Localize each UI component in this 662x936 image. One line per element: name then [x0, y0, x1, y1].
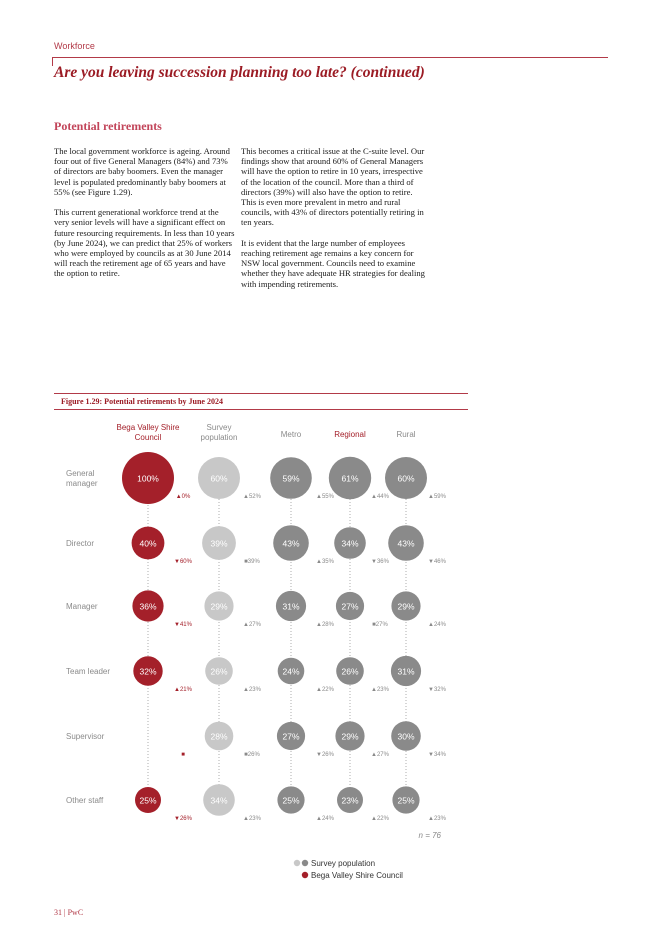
bubble-label: 23% — [341, 795, 359, 806]
column-header: Bega Valley Shire — [116, 423, 180, 432]
column-header: Metro — [280, 430, 302, 439]
paragraph: This becomes a critical issue at the C-suite level. Our findings show that around 60% of General Managers will have the option to retire in 10 years, irrespective of the location of the council. More than a third of directors (39%) will also have the option to retire. This is even more prevalent in metro and rural councils, with 43% of directors potentially retiring in ten years. — [241, 146, 425, 228]
bubble-label: 32% — [139, 666, 157, 677]
change-label: ■27% — [372, 622, 388, 628]
change-label: ▼36% — [371, 559, 389, 565]
bubble-label: 31% — [397, 666, 415, 677]
bubble-label: 40% — [139, 538, 157, 549]
change-label: ▼32% — [428, 687, 446, 693]
change-label: ▲23% — [243, 687, 261, 693]
change-label: ▼60% — [174, 559, 192, 565]
change-label: ▲21% — [174, 687, 192, 693]
row-label: Other staff — [66, 796, 104, 805]
bubble-label: 29% — [341, 731, 359, 742]
bubble-label: 29% — [210, 601, 228, 612]
change-label: ▼46% — [428, 559, 446, 565]
section-label: Workforce — [54, 41, 95, 51]
change-label: ▼34% — [428, 752, 446, 758]
bubble-label: 34% — [210, 795, 228, 806]
change-label: ▲24% — [428, 622, 446, 628]
bubble-label: 29% — [397, 601, 415, 612]
bubble-label: 25% — [139, 795, 157, 806]
bubble-label: 25% — [397, 795, 415, 806]
bubble-label: 59% — [282, 473, 300, 484]
bubble-label: 60% — [397, 473, 415, 484]
bubble-label: 43% — [282, 538, 300, 549]
page-footer: 31 | PwC — [54, 908, 84, 917]
change-label: ▲24% — [316, 816, 334, 822]
bubble-label: 60% — [210, 473, 228, 484]
change-label: ■26% — [244, 752, 260, 758]
legend-label: Survey population — [311, 859, 376, 868]
legend-swatch — [294, 860, 300, 866]
change-label: ▲27% — [243, 622, 261, 628]
change-label: ▲22% — [371, 816, 389, 822]
column-header: Council — [134, 433, 162, 442]
bubble-label: 26% — [210, 666, 228, 677]
column-header: population — [200, 433, 238, 442]
row-label: General — [66, 469, 95, 478]
column-header: Survey — [206, 423, 232, 432]
bubble-label: 30% — [397, 731, 415, 742]
paragraph: This current generational workforce trend at the very senior levels will have a significant effect on future resourcing requirements. In less than 10 years (by June 2024), we can predict that 25% of workers who were employed by councils as at 30 June 2014 will reach the retirement age of 65 years and have the option to retire. — [54, 207, 235, 279]
bubble-label: 39% — [210, 538, 228, 549]
change-label: ▲55% — [316, 494, 334, 500]
change-label: ▲0% — [175, 494, 191, 500]
change-label: ▲59% — [428, 494, 446, 500]
page-title: Are you leaving succession planning too late? (continued) — [54, 64, 425, 81]
bubble-label: 100% — [137, 473, 159, 484]
change-label: ▲23% — [428, 816, 446, 822]
bubble-label: 61% — [341, 473, 359, 484]
bubble-label: 24% — [282, 666, 300, 677]
bubble-label: 36% — [139, 601, 157, 612]
change-label: ▲23% — [371, 687, 389, 693]
row-label: manager — [66, 479, 98, 488]
bubble-label: 43% — [397, 538, 415, 549]
change-label: ▲35% — [316, 559, 334, 565]
change-label: ▲22% — [316, 687, 334, 693]
change-label: ■ — [181, 752, 185, 758]
bubble-label: 31% — [282, 601, 300, 612]
paragraph: The local government workforce is ageing. Around four out of five General Managers (84%) and 73% of directors are baby boomers. Even the manager level is populated predominantly baby boomers at 55% (see Figure 1.29). — [54, 146, 230, 197]
column-header: Regional — [334, 430, 366, 439]
paragraph: It is evident that the large number of employees reaching retirement age remains a key concern for NSW local government. Councils need to examine whether they have adequate HR strategies for dealing with impending retirements. — [241, 237, 425, 289]
change-label: ▲44% — [371, 494, 389, 500]
row-label: Director — [66, 539, 95, 548]
legend-label: Bega Valley Shire Council — [311, 871, 403, 880]
column-header: Rural — [396, 430, 416, 439]
change-label: ▼41% — [174, 622, 192, 628]
change-label: ▲52% — [243, 494, 261, 500]
bubble-label: 26% — [341, 666, 359, 677]
bubble-label: 27% — [282, 731, 300, 742]
legend-swatch — [302, 872, 308, 878]
subheading: Potential retirements — [54, 119, 162, 133]
change-label: ▲28% — [316, 622, 334, 628]
change-label: ▼26% — [316, 752, 334, 758]
bubble-label: 27% — [341, 601, 359, 612]
footnote: n = 76 — [418, 831, 441, 840]
change-label: ▲27% — [371, 752, 389, 758]
row-label: Supervisor — [66, 732, 105, 741]
change-label: ▲23% — [243, 816, 261, 822]
figure-title: Figure 1.29: Potential retirements by June 2024 — [61, 397, 223, 406]
legend-swatch — [302, 860, 308, 866]
row-label: Team leader — [66, 667, 111, 676]
bubble-label: 28% — [210, 731, 228, 742]
change-label: ■39% — [244, 559, 260, 565]
bubble-label: 34% — [341, 538, 359, 549]
change-label: ▼26% — [174, 816, 192, 822]
bubble-label: 25% — [282, 795, 300, 806]
row-label: Manager — [66, 602, 98, 611]
